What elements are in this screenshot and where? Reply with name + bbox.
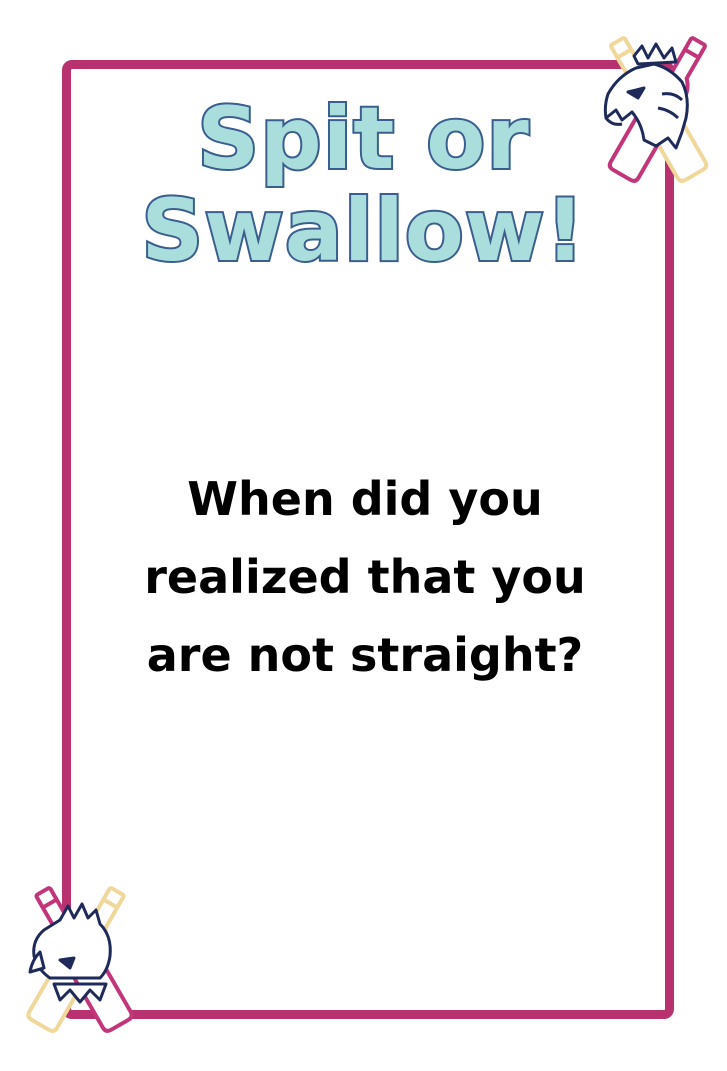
title-line-1: Spit or bbox=[197, 89, 530, 189]
title-line-2: Swallow! bbox=[141, 181, 586, 281]
question-line-2: realized that you bbox=[144, 550, 586, 604]
question-line-1: When did you bbox=[187, 472, 543, 526]
eagle-crossed-bottles-icon bbox=[598, 28, 718, 188]
question-line-3: are not straight? bbox=[146, 628, 584, 682]
eagle-crossed-bottles-icon bbox=[20, 880, 140, 1040]
question-text bbox=[110, 460, 620, 694]
